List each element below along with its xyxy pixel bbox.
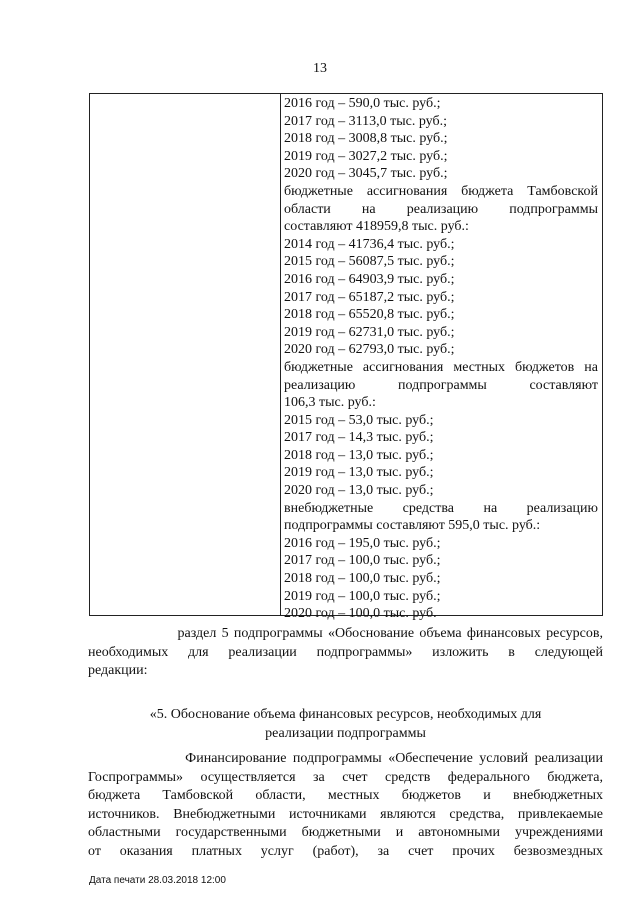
table-line: реализацию подпрограммы составляют xyxy=(284,377,598,393)
table-line: 2018 год – 13,0 тыс. руб.; xyxy=(284,447,434,463)
table-line: 2020 год – 3045,7 тыс. руб.; xyxy=(284,166,448,182)
table-line: 2017 год – 65187,2 тыс. руб.; xyxy=(284,289,455,305)
table-line: 2019 год – 3027,2 тыс. руб.; xyxy=(284,148,448,164)
section-heading xyxy=(88,706,603,743)
table-line: 2019 год – 100,0 тыс. руб.; xyxy=(284,588,441,604)
table-line: 2019 год – 13,0 тыс. руб.; xyxy=(284,465,434,481)
budget-table xyxy=(89,93,603,622)
table-line: 2016 год – 590,0 тыс. руб.; xyxy=(284,96,441,111)
table-line: 2020 год – 13,0 тыс. руб.; xyxy=(284,483,434,499)
table-cell-right xyxy=(284,95,598,623)
table-line: бюджетные ассигнования местных бюджетов на xyxy=(284,359,598,375)
table-line: 2014 год – 41736,4 тыс. руб.; xyxy=(284,236,455,252)
page-number: 13 xyxy=(313,61,327,76)
paragraph-line: необходимых для реализации подпрограммы» изложить в следующей xyxy=(88,644,603,660)
table-line: 106,3 тыс. руб.: xyxy=(284,395,376,411)
table-line: 2018 год – 100,0 тыс. руб.; xyxy=(284,571,441,587)
paragraph-section5-intro xyxy=(88,625,603,681)
paragraph-line: редакции: xyxy=(88,663,148,678)
table-line: 2016 год – 195,0 тыс. руб.; xyxy=(284,535,441,551)
section-heading-line1: «5. Обоснование объема финансовых ресурсов, необходимых для xyxy=(149,707,542,722)
table-line: 2015 год – 53,0 тыс. руб.; xyxy=(284,412,434,428)
table-line: подпрограммы составляют 595,0 тыс. руб.: xyxy=(284,518,541,534)
table-line: 2019 год – 62731,0 тыс. руб.; xyxy=(284,324,455,340)
section-heading-line2: реализации подпрограммы xyxy=(265,725,426,741)
paragraph-line: областными государственными бюджетными и автономными учреждениями xyxy=(88,825,603,840)
paragraph-line: Финансирование подпрограммы «Обеспечение условий реализации xyxy=(88,751,603,766)
print-date-footer: Дата печати 28.03.2018 12:00 xyxy=(89,875,226,886)
table-line: 2018 год – 3008,8 тыс. руб.; xyxy=(284,131,448,147)
table-line: 2017 год – 14,3 тыс. руб.; xyxy=(284,430,434,446)
paragraph-line: от оказания платных услуг (работ), за счет прочих безвозмездных xyxy=(88,843,603,859)
table-line: 2016 год – 64903,9 тыс. руб.; xyxy=(284,271,455,287)
table-line: 2017 год – 3113,0 тыс. руб.; xyxy=(284,113,447,129)
paragraph-financing xyxy=(88,750,603,861)
table-column-divider xyxy=(280,94,281,615)
table-line: 2020 год – 100,0 тыс. руб. xyxy=(284,606,437,622)
table-line: 2015 год – 56087,5 тыс. руб.; xyxy=(284,254,455,270)
paragraph-line: источников. Внебюджетными источниками являются средства, привлекаемые xyxy=(88,806,603,822)
table-line: составляют 418959,8 тыс. руб.: xyxy=(284,219,469,235)
table-line: 2020 год – 62793,0 тыс. руб.; xyxy=(284,342,455,358)
table-line: 2017 год – 100,0 тыс. руб.; xyxy=(284,553,441,569)
paragraph-line: Госпрограммы» осуществляется за счет средств федерального бюджета, xyxy=(88,769,603,785)
table-line: бюджетные ассигнования бюджета Тамбовской xyxy=(284,183,598,199)
table-line: внебюджетные средства на реализацию xyxy=(284,500,598,516)
table-line: 2018 год – 65520,8 тыс. руб.; xyxy=(284,307,455,323)
paragraph-line: бюджета Тамбовской области, местных бюджетов и внебюджетных xyxy=(88,788,603,803)
table-line: области на реализацию подпрограммы xyxy=(284,201,598,217)
paragraph-line: раздел 5 подпрограммы «Обоснование объема финансовых ресурсов, xyxy=(88,626,603,641)
